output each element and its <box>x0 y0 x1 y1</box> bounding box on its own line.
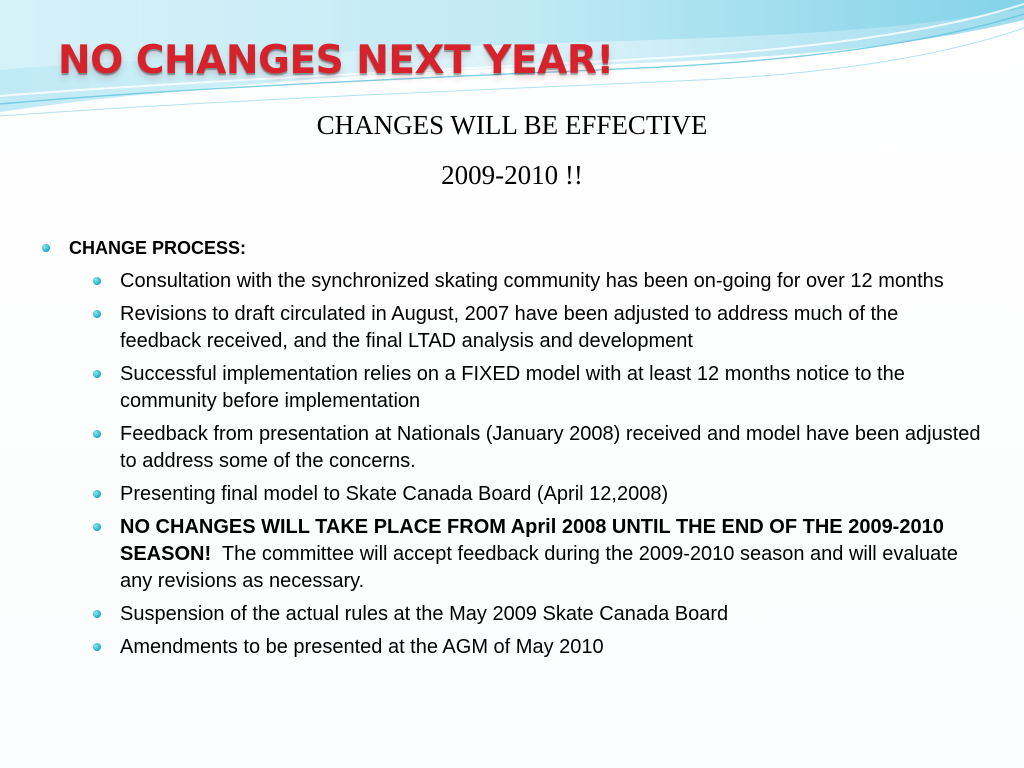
sub-bullet-list <box>40 268 990 661</box>
bullet-dot-icon <box>93 523 101 531</box>
list-item-text: Amendments to be presented at the AGM of May 2010 <box>120 636 604 658</box>
list-item <box>120 301 990 355</box>
bullet-dot-icon <box>93 490 101 498</box>
list-item-text: Feedback from presentation at Nationals (January 2008) received and model have been adjusted to address some of the concerns. <box>120 423 981 472</box>
list-item <box>120 421 990 475</box>
list-item <box>120 601 990 628</box>
subtitle-line-1: CHANGES WILL BE EFFECTIVE <box>316 110 708 140</box>
bullet-dot-icon <box>93 277 101 285</box>
section-heading: CHANGE PROCESS: <box>69 238 247 258</box>
bullet-dot-icon <box>93 610 101 618</box>
subtitle-line-2: 2009-2010 !! <box>441 160 583 190</box>
list-item <box>120 268 990 295</box>
list-item <box>120 481 990 508</box>
bullet-dot-icon <box>93 430 101 438</box>
bullet-dot-icon <box>93 643 101 651</box>
bullet-content <box>40 235 990 667</box>
emphasis-list-item <box>120 514 990 595</box>
list-item-text: Successful implementation relies on a FIXED model with at least 12 months notice to the community before implementation <box>120 363 905 412</box>
list-item-text: Suspension of the actual rules at the May 2009 Skate Canada Board <box>120 603 729 625</box>
bullet-dot-icon <box>93 370 101 378</box>
emphasis-bold-text: NO CHANGES WILL TAKE PLACE FROM April 2008 UNTIL THE END OF THE 2009-2010 SEASON! <box>120 516 944 565</box>
list-item-text: Revisions to draft circulated in August, 2007 have been adjusted to address much of the feedback received, and the final LTAD analysis and development <box>120 303 899 352</box>
list-item <box>120 361 990 415</box>
bullet-dot-icon <box>93 310 101 318</box>
section-heading-item <box>40 235 990 262</box>
bullet-dot-icon <box>42 244 50 252</box>
list-item-text: Consultation with the synchronized skating community has been on-going for over 12 months <box>120 270 944 292</box>
emphasis-rest-text: The committee will accept feedback during the 2009-2010 season and will evaluate any revisions as necessary. <box>120 543 958 592</box>
list-item <box>120 634 990 661</box>
slide-title: NO CHANGES NEXT YEAR! <box>58 38 614 83</box>
list-item-text: Presenting final model to Skate Canada Board (April 12,2008) <box>120 483 669 505</box>
